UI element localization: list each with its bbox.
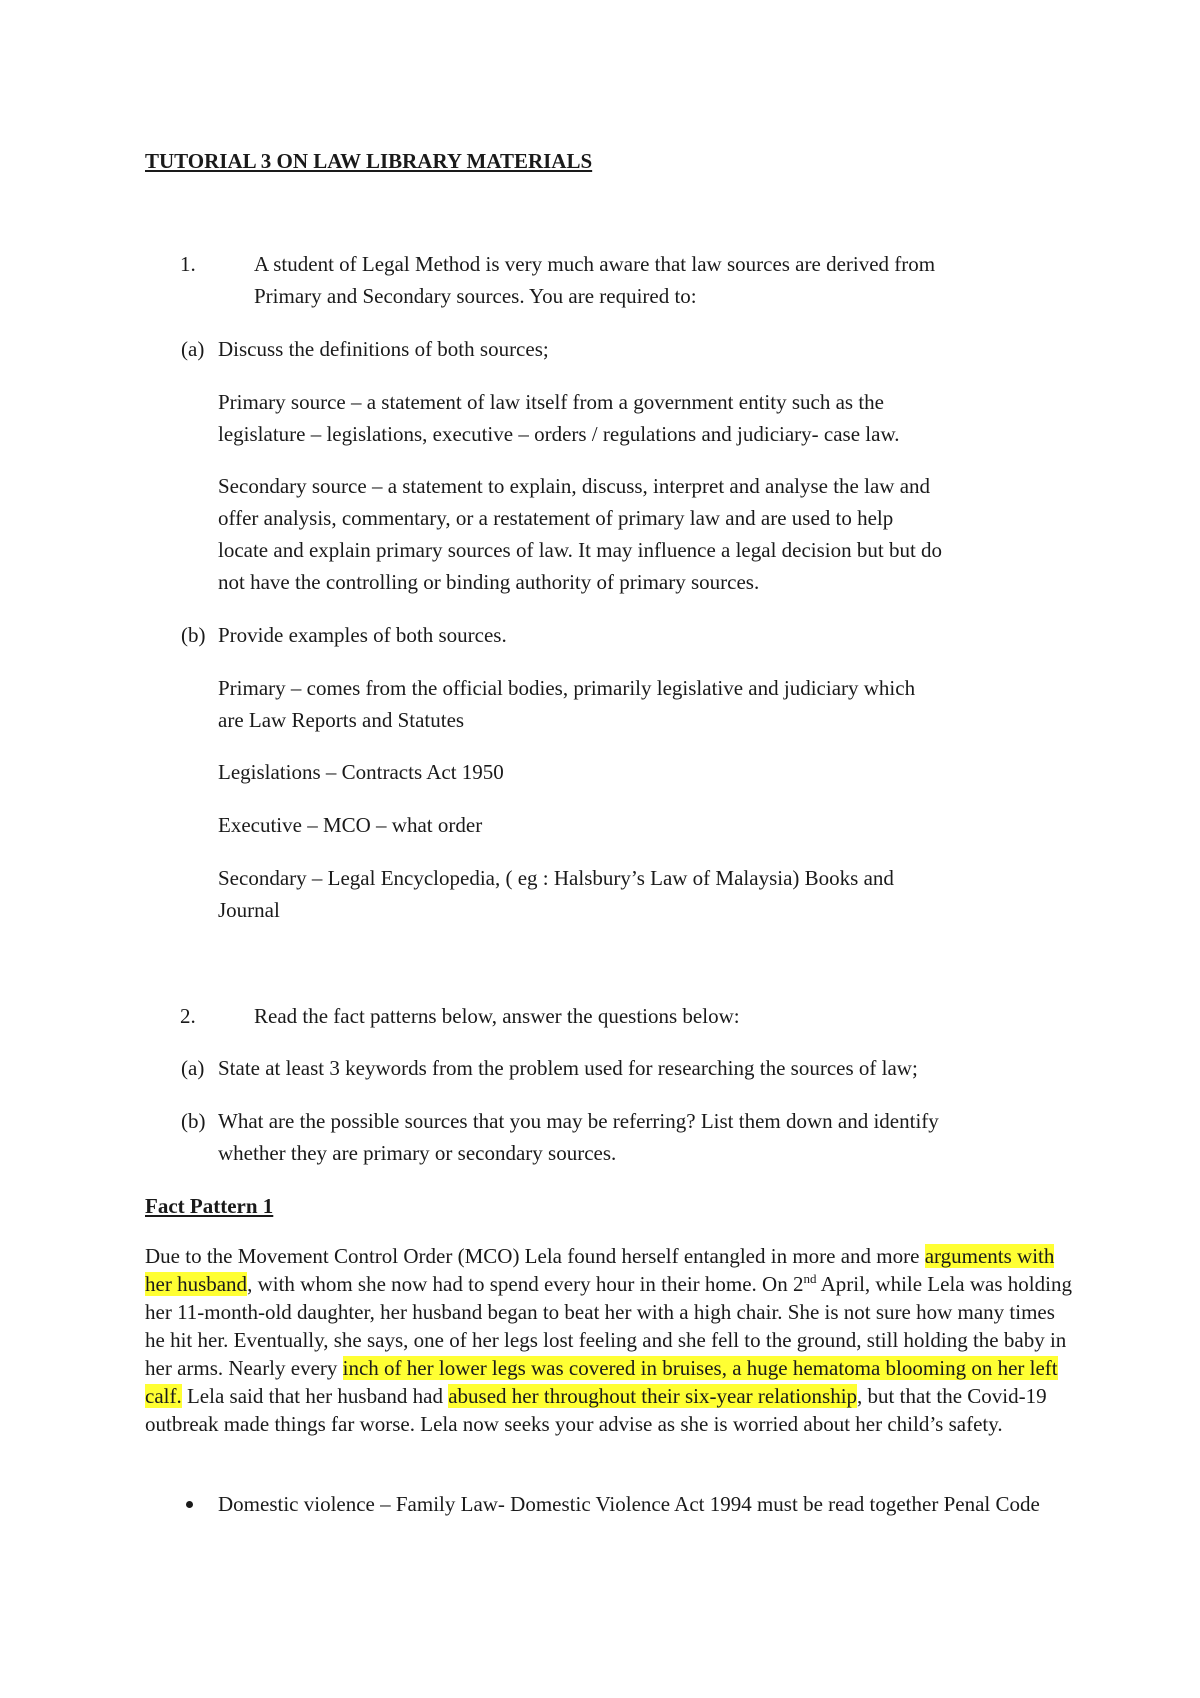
question-1b-text: Provide examples of both sources. — [218, 623, 507, 647]
question-2a-text: State at least 3 keywords from the problem used for researching the sources of law; — [218, 1056, 918, 1080]
question-1a-label: (a) — [181, 337, 205, 361]
ordinal-superscript: nd — [803, 1271, 817, 1286]
secondary-definition-line-3: locate and explain primary sources of law. It may influence a legal decision but but do — [218, 538, 943, 562]
primary-example-line-1: Primary – comes from the official bodies, primarily legislative and judiciary which — [218, 676, 916, 700]
question-1-number: 1. — [180, 252, 196, 276]
question-2a-label: (a) — [181, 1056, 205, 1080]
legislations-example: Legislations – Contracts Act 1950 — [218, 760, 504, 784]
question-2-text: Read the fact patterns below, answer the questions below: — [254, 1004, 740, 1028]
highlight-injuries: inch of her lower legs was covered in bruises, a huge hematoma blooming on her left calf. — [145, 1356, 1058, 1408]
secondary-definition-line-1: Secondary source – a statement to explain, discuss, interpret and analyse the law and — [218, 474, 931, 498]
primary-definition-line-2: legislature – legislations, executive – orders / regulations and judiciary- case law. — [218, 422, 900, 446]
primary-definition-line-1: Primary source – a statement of law itself from a government entity such as the — [218, 390, 884, 414]
document-title: TUTORIAL 3 ON LAW LIBRARY MATERIALS — [145, 149, 593, 173]
question-2-number: 2. — [180, 1004, 196, 1028]
question-1-line-1: A student of Legal Method is very much aware that law sources are derived from — [254, 252, 936, 276]
question-1a-text: Discuss the definitions of both sources; — [218, 337, 549, 361]
secondary-example-line-2: Journal — [218, 898, 280, 922]
fact-text-4: Lela said that her husband had — [181, 1384, 449, 1408]
fact-text-5: , but that the Covid-19 outbreak made things far worse. Lela now seeks your advise as she is worried about her child’s safety. — [145, 1384, 1047, 1436]
bullet-icon — [186, 1501, 193, 1508]
question-1b-label: (b) — [181, 623, 206, 647]
question-1-line-2: Primary and Secondary sources. You are required to: — [254, 284, 697, 308]
fact-text-2: , with whom she now had to spend every hour in their home. On 2 — [247, 1272, 804, 1296]
fact-pattern-heading: Fact Pattern 1 — [145, 1194, 274, 1218]
secondary-definition-line-2: offer analysis, commentary, or a restatement of primary law and are used to help — [218, 506, 894, 530]
question-2b-line-1: What are the possible sources that you may be referring? List them down and identify — [218, 1109, 939, 1133]
bullet-text: Domestic violence – Family Law- Domestic Violence Act 1994 must be read together Penal Code — [218, 1492, 1040, 1516]
primary-example-line-2: are Law Reports and Statutes — [218, 708, 465, 732]
secondary-example-line-1: Secondary – Legal Encyclopedia, ( eg : Halsbury’s Law of Malaysia) Books and — [218, 866, 894, 890]
highlight-arguments: arguments with her husband — [145, 1244, 1055, 1296]
fact-text-3: April, while Lela was holding her 11-month-old daughter, her husband began to beat her with a high chair. She is not sure how many times he hit her. Eventually, she says, one of her legs lost feeling and she fell to the ground, still holding the baby in her arms. Nearly every — [145, 1272, 1072, 1380]
fact-pattern-body — [145, 1242, 1075, 1438]
executive-example: Executive – MCO – what order — [218, 813, 483, 837]
fact-text-1: Due to the Movement Control Order (MCO) Lela found herself entangled in more and more — [145, 1244, 925, 1268]
highlight-abuse: abused her throughout their six-year relationship — [448, 1384, 858, 1408]
question-2b-line-2: whether they are primary or secondary sources. — [218, 1141, 617, 1165]
question-2b-label: (b) — [181, 1109, 206, 1133]
secondary-definition-line-4: not have the controlling or binding authority of primary sources. — [218, 570, 760, 594]
